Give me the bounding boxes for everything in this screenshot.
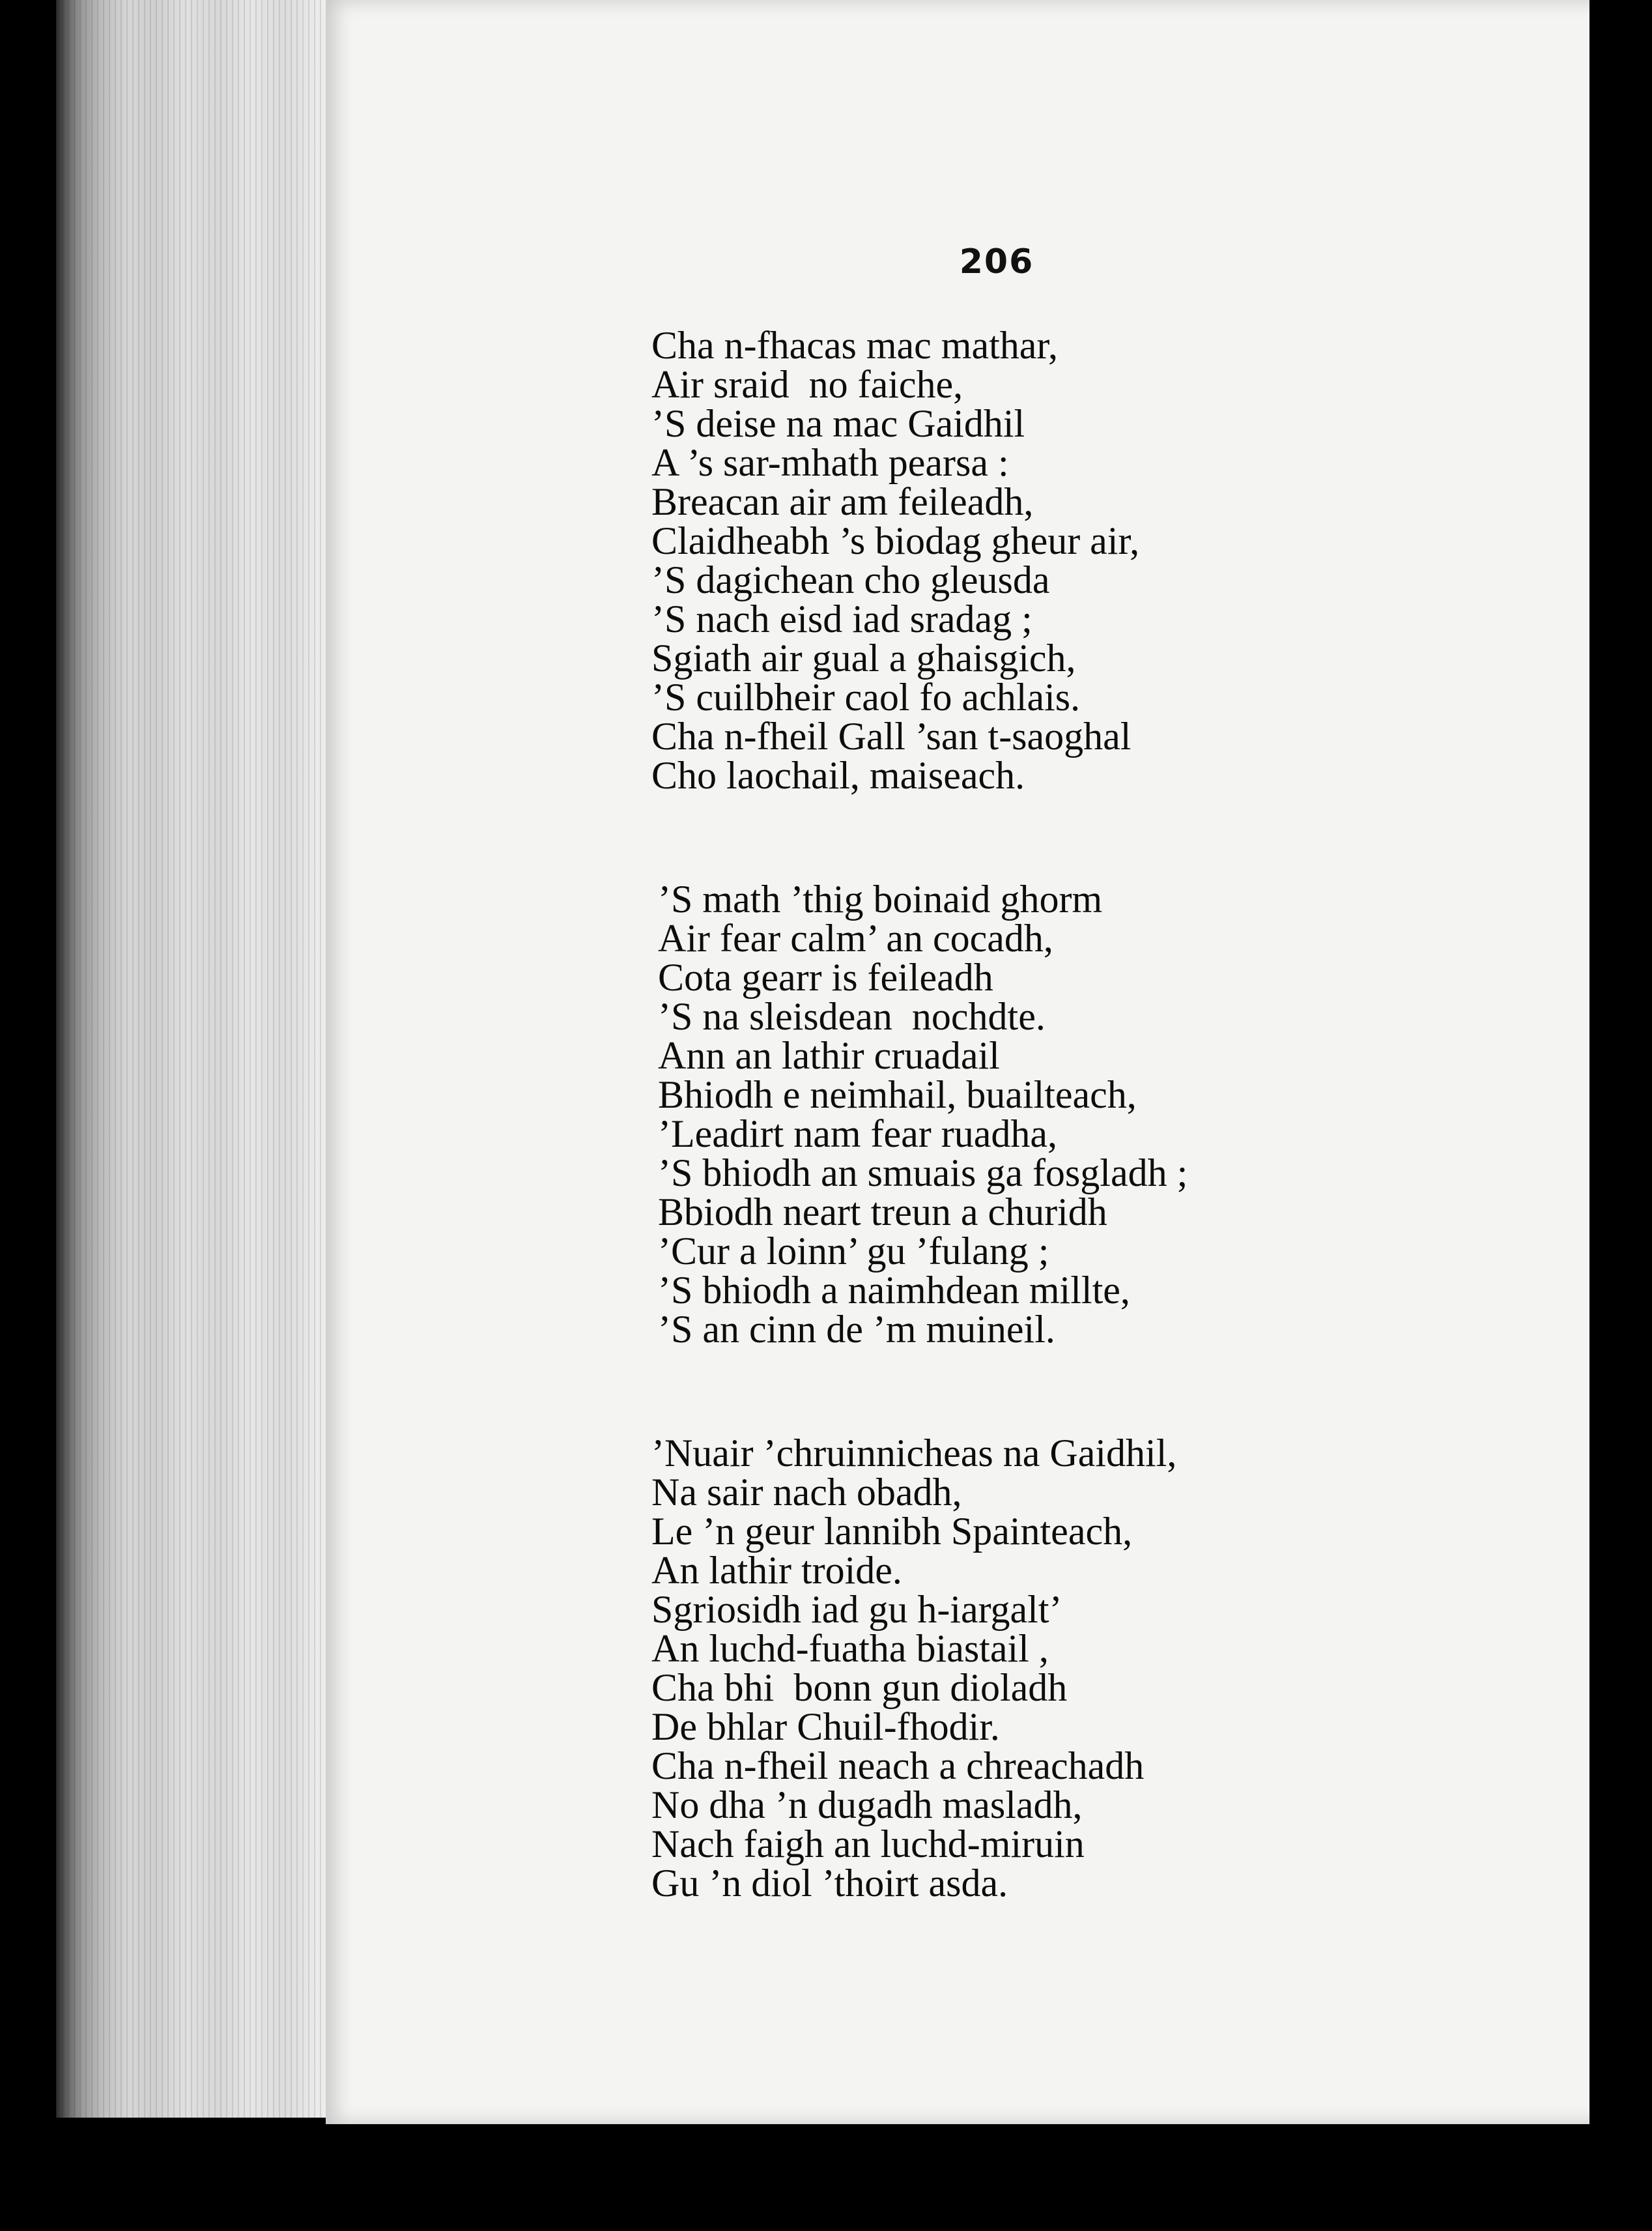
verse-line: ’Nuair ’chruinnicheas na Gaidhil, — [651, 1432, 1177, 1475]
verse-line: Nach faigh an luchd-miruin — [651, 1822, 1085, 1865]
stanza-3 — [651, 1433, 1524, 1903]
verse-line: Sgriosidh iad gu h-iargalt’ — [651, 1588, 1062, 1631]
stanza-2 — [651, 880, 1524, 1349]
verse-line: Ann an lathir cruadail — [658, 1034, 1000, 1077]
verse-line: Sgiath air gual a ghaisgich, — [651, 637, 1076, 680]
verse-line: Cha bhi bonn gun dioladh — [651, 1666, 1068, 1709]
scan-border-bottom — [0, 2124, 1652, 2231]
verse-line: No dha ’n dugadh masladh, — [651, 1783, 1083, 1826]
verse-line: Bhiodh e neimhail, buailteach, — [658, 1073, 1137, 1116]
stanza-1 — [651, 326, 1524, 795]
verse-line: Air fear calm’ an cocadh, — [658, 917, 1053, 960]
verse-line: ’S bhiodh an smuais ga fosgladh ; — [658, 1151, 1188, 1194]
verse-line: Cha n-fhacas mac mathar, — [651, 324, 1058, 367]
verse-line: ’S bhiodh a naimhdean millte, — [658, 1269, 1130, 1312]
verse-line: Cota gearr is feileadh — [658, 956, 993, 999]
verse-line: Cha n-fheil neach a chreachadh — [651, 1744, 1145, 1787]
verse-line: Claidheabh ’s biodag gheur air, — [651, 519, 1140, 562]
verse-line: Le ’n geur lannibh Spainteach, — [651, 1510, 1133, 1553]
verse-line: An lathir troide. — [651, 1549, 902, 1592]
verse-line: ’S nach eisd iad sradag ; — [651, 597, 1032, 641]
page-number: 206 — [959, 242, 1034, 281]
verse-line: A ’s sar-mhath pearsa : — [651, 441, 1009, 484]
verse-line: Gu ’n diol ’thoirt asda. — [651, 1862, 1008, 1905]
verse-line: Na sair nach obadh, — [651, 1471, 962, 1514]
verse-line: Cha n-fheil Gall ’san t-saoghal — [651, 715, 1132, 758]
verse-line: Breacan air am feileadh, — [651, 480, 1034, 523]
verse-line: ’S deise na mac Gaidhil — [651, 402, 1025, 445]
verse-line: ’Cur a loinn’ gu ’fulang ; — [658, 1230, 1049, 1273]
verse-line: ’S cuilbheir caol fo achlais. — [651, 676, 1081, 719]
verse-line: ’S math ’thig boinaid ghorm — [658, 878, 1103, 921]
verse-line: ’S an cinn de ’m muineil. — [658, 1308, 1055, 1351]
verse-line: Cho laochail, maiseach. — [651, 754, 1025, 797]
verse-line: ’Leadirt nam fear ruadha, — [658, 1112, 1057, 1155]
book-page-edges — [56, 0, 330, 2118]
verse-line: An luchd-fuatha biastail , — [651, 1627, 1049, 1670]
verse-line: ’S dagichean cho gleusda — [651, 558, 1050, 601]
verse-line: Bbiodh neart treun a churidh — [658, 1190, 1107, 1233]
scan-border-right — [1589, 0, 1652, 2231]
verse-line: ’S na sleisdean nochdte. — [658, 995, 1046, 1038]
verse-line: De bhlar Chuil-fhodir. — [651, 1705, 1000, 1748]
poem — [651, 326, 1524, 1987]
verse-line: Air sraid no faiche, — [651, 363, 963, 406]
